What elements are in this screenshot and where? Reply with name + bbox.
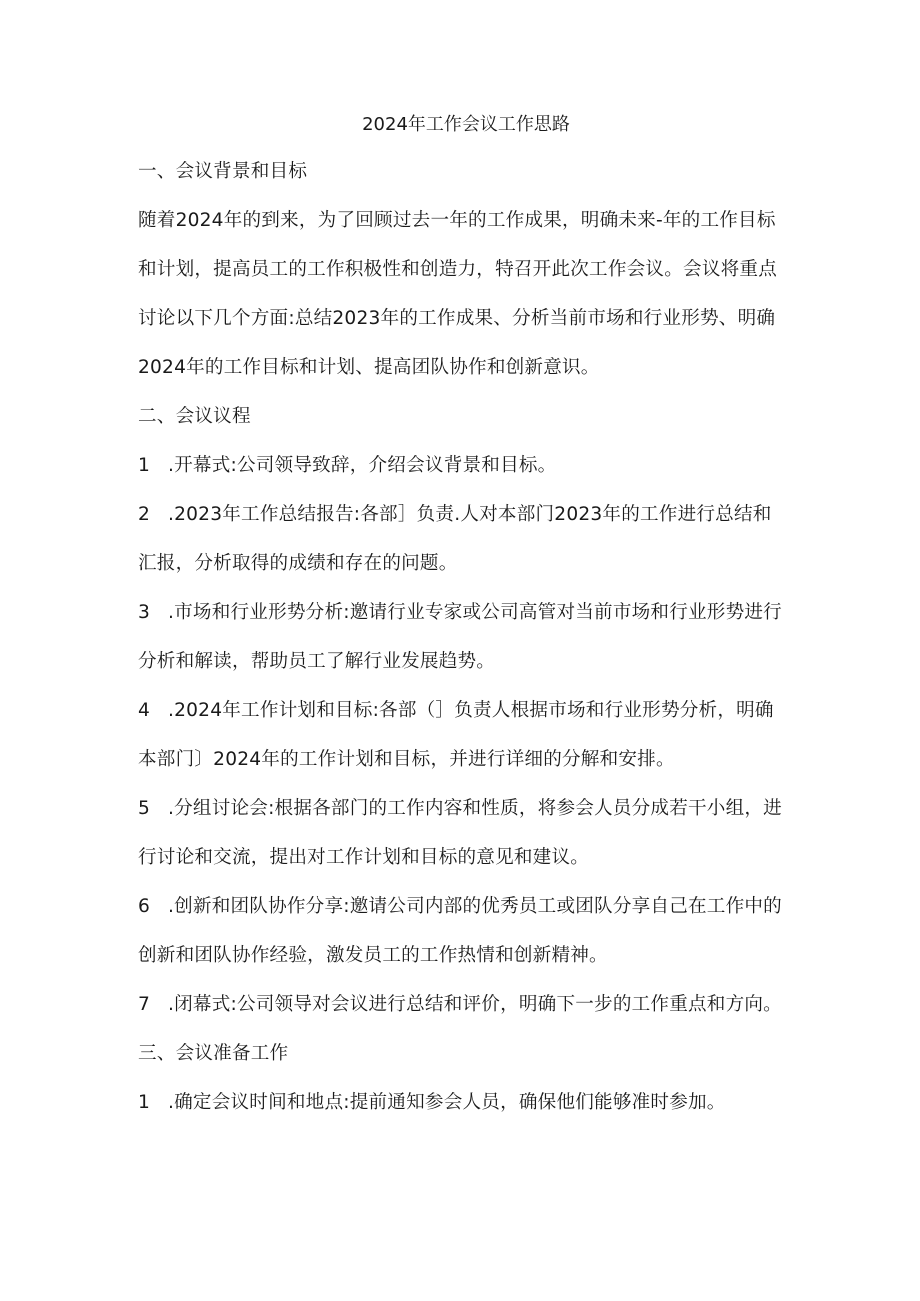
background-paragraph: 随着2024年的到来，为了回顾过去一年的工作成果，明确未来-年的工作目标和计划，提高员工的工作积极性和创造力，特召开此次工作会议。会议将重点讨论以下几个方面:总结2023年的工作成果、分析当前市场和行业形势、明确2024年的工作目标和计划、提高团队协作和创新意识。 — [138, 210, 777, 378]
agenda-item-number: 2 — [138, 504, 151, 525]
agenda-item-text: .创新和团队协作分享:邀请公司内部的优秀员工或团队分享自己在工作中的创新和团队协作经验，激发员工的工作热情和创新精神。 — [138, 896, 782, 966]
preparation-item-number: 1 — [138, 1092, 151, 1113]
agenda-item-number: 6 — [138, 896, 151, 917]
agenda-item — [138, 980, 790, 1029]
agenda-item-number: 4 — [138, 700, 151, 721]
agenda-item-text: .分组讨论会:根据各部门的工作内容和性质，将参会人员分成若干小组，进行讨论和交流，提出对工作计划和目标的意见和建议。 — [138, 798, 782, 868]
section-heading-preparation: 三、会议准备工作 — [138, 1043, 289, 1064]
preparation-item — [138, 1078, 790, 1127]
section-heading-agenda: 二、会议议程 — [138, 406, 251, 427]
agenda-item-text: .2024年工作计划和目标:各部（］负责人根据市场和行业形势分析，明确本部门〕2024年的工作计划和目标，并进行详细的分解和安排。 — [138, 700, 774, 770]
preparation-item-text: .确定会议时间和地点:提前通知参会人员，确保他们能够准时参加。 — [168, 1092, 726, 1113]
agenda-item — [138, 441, 790, 490]
agenda-item — [138, 686, 790, 784]
document-title: 2024年工作会议工作思路 — [362, 114, 570, 135]
agenda-item — [138, 784, 790, 882]
agenda-item — [138, 490, 790, 588]
agenda-item — [138, 588, 790, 686]
agenda-item-text: .市场和行业形势分析:邀请行业专家或公司高管对当前市场和行业形势进行分析和解读，帮助员工了解行业发展趋势。 — [138, 602, 782, 672]
agenda-item-text: .闭幕式:公司领导对会议进行总结和评价，明确下一步的工作重点和方向。 — [168, 994, 782, 1015]
agenda-item-number: 5 — [138, 798, 151, 819]
section-heading-background: 一、会议背景和目标 — [138, 161, 308, 182]
agenda-item-number: 3 — [138, 602, 151, 623]
agenda-item-number: 7 — [138, 994, 151, 1015]
agenda-item-number: 1 — [138, 455, 151, 476]
agenda-item-text: .开幕式:公司领导致辞，介绍会议背景和目标。 — [168, 455, 557, 476]
agenda-item — [138, 882, 790, 980]
agenda-item-text: .2023年工作总结报告:各部］负责.人对本部门2023年的工作进行总结和汇报，分析取得的成绩和存在的问题。 — [138, 504, 772, 574]
